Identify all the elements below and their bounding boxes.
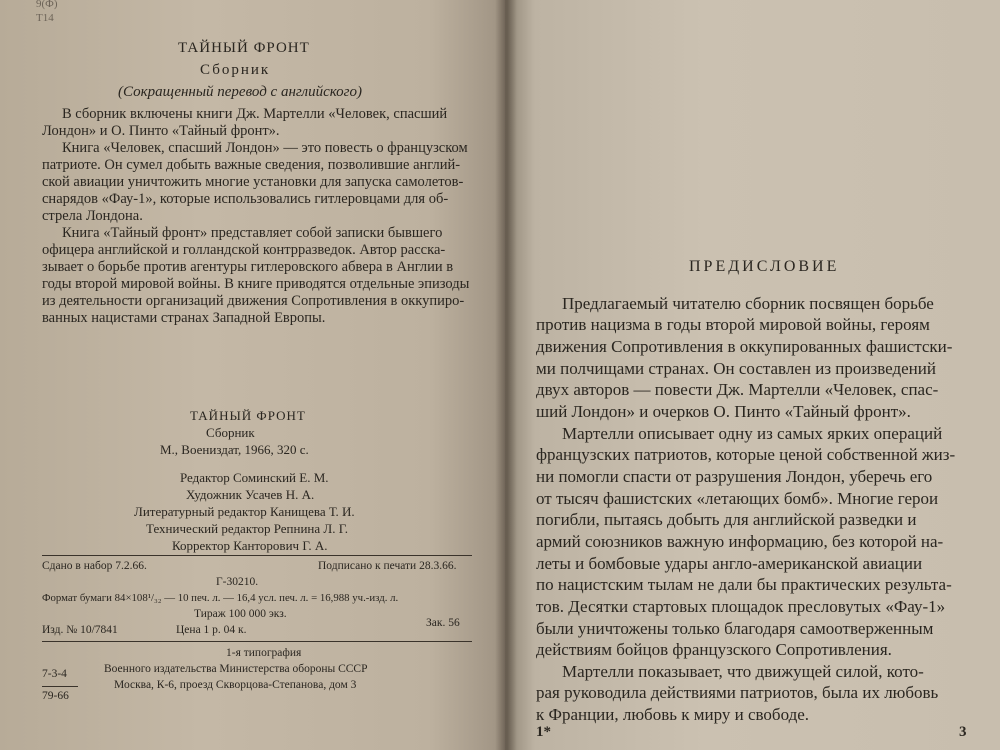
bottom-code-rule — [42, 686, 78, 687]
typography-line: Москва, К-6, проезд Скворцова-Степанова, дом 3 — [114, 679, 357, 691]
preface-line: ший Лондон» и очерков О. Пинто «Тайный фронт». — [536, 402, 911, 421]
preface-line: тов. Десятки стартовых площадок пресловутых «Фау-1» — [536, 597, 946, 616]
order-number: Зак. 56 — [426, 617, 460, 629]
preface-line: Предлагаемый читателю сборник посвящен борьбе — [562, 294, 934, 313]
annotation-line: ванных нацистами странах Западной Европы. — [42, 310, 326, 326]
annotation-line: Книга «Человек, спасший Лондон» — это повесть о французском — [62, 140, 468, 156]
annotation-line: снарядов «Фау-1», которые использовались гитлеровцами для об- — [42, 191, 449, 207]
imprint-subtitle: Сборник — [206, 425, 255, 440]
preface-line: по нацистским тылам не дали бы практических результа- — [536, 575, 952, 594]
typography-line: 1-я типография — [226, 647, 302, 659]
preface-line: леты и бомбовые удары англо-американской авиации — [536, 554, 923, 573]
print-run: Тираж 100 000 экз. — [194, 608, 287, 620]
preface-line: Мартелли показывает, что движущей силой, кото- — [562, 662, 924, 681]
credit-line: Технический редактор Репнина Л. Г. — [146, 521, 349, 536]
page-number: 3 — [959, 724, 967, 740]
imprint-code: Г-30210. — [216, 576, 259, 588]
corner-mark-bottom: Т14 — [36, 12, 54, 24]
preface-line: к Франции, любовь к миру и свободе. — [536, 705, 810, 724]
bottom-code: 7-3-4 — [42, 668, 67, 680]
preface-line: двух авторов — повести Дж. Мартелли «Человек, спас- — [536, 380, 939, 399]
credit-line: Корректор Канторович Г. А. — [172, 538, 328, 553]
sent-to-set: Сдано в набор 7.2.66. — [42, 560, 147, 572]
annotation-line: Книга «Тайный фронт» представляет собой записки бывшего — [62, 225, 443, 241]
preface-line: от тысяч фашистских «летающих бомб». Многие герои — [536, 489, 939, 508]
izd-number: Изд. № 10/7841 — [42, 624, 118, 636]
annotation-line: Лондон» и О. Пинто «Тайный фронт». — [42, 123, 280, 139]
annotation-line: офицера английской и голландской контрразведок. Автор расска- — [42, 242, 446, 258]
translation-note: (Сокращенный перевод с английского) — [118, 84, 363, 100]
preface-line: армий союзников важную информацию, без которой на- — [536, 532, 944, 551]
signature-mark: 1* — [536, 724, 551, 740]
paper-format: Формат бумаги 84×108¹/₃₂ — 10 печ. л. — 16,4 усл. печ. л. = 16,988 уч.-изд. л. — [42, 592, 399, 604]
book-subtitle: Сборник — [200, 62, 271, 78]
annotation-line: зывает о борьбе против агентуры гитлеровского абвера в Англии в — [42, 259, 454, 275]
annotation-line: патриоте. Он сумел добыть важные сведения, позволившие англий- — [42, 157, 461, 173]
signed-to-print: Подписано к печати 28.3.66. — [318, 560, 457, 572]
preface-line: ни помогли спасти от разрушения Лондон, уберечь его — [536, 467, 933, 486]
credit-line: Художник Усачев Н. А. — [186, 487, 315, 502]
imprint-rule-bottom — [42, 641, 472, 642]
preface-line: рая руководила действиями патриотов, была их любовь — [536, 683, 939, 702]
credit-line: Литературный редактор Канищева Т. И. — [134, 504, 355, 519]
annotation-line: В сборник включены книги Дж. Мартелли «Человек, спасший — [62, 106, 448, 122]
preface-line: Мартелли описывает одну из самых ярких операций — [562, 424, 943, 443]
annotation-line: годы второй мировой войны. В книге приводятся отдельные эпизоды — [42, 276, 470, 292]
bottom-code: 79-66 — [42, 690, 69, 702]
annotation-line: ской авиации уничтожить многие установки для запуска самолетов- — [42, 174, 464, 190]
right-page — [505, 0, 1000, 750]
preface-line: погибли, пытаясь добыть для английской разведки и — [536, 510, 917, 529]
imprint-title: ТАЙНЫЙ ФРОНТ — [190, 408, 306, 423]
preface-line: действиям бойцов французского Сопротивления. — [536, 640, 892, 659]
preface-line: были уничтожены только благодаря самоотверженным — [536, 619, 934, 638]
book-gutter — [495, 0, 517, 750]
imprint-rule-top — [42, 555, 472, 556]
annotation-line: стрела Лондона. — [42, 208, 143, 224]
credit-line: Редактор Соминский Е. М. — [180, 470, 329, 485]
preface-line: движения Сопротивления в оккупированных фашистски- — [536, 337, 953, 356]
annotation-line: из деятельности организаций движения Сопротивления в оккупиро- — [42, 293, 465, 309]
corner-mark-top: 9(Ф) — [36, 0, 58, 10]
preface-line: французских патриотов, которые ценой собственной жиз- — [536, 445, 956, 464]
price: Цена 1 р. 04 к. — [176, 624, 247, 636]
imprint-publisher: М., Воениздат, 1966, 320 с. — [160, 442, 309, 457]
preface-heading: ПРЕДИСЛОВИЕ — [689, 258, 840, 275]
book-title: ТАЙНЫЙ ФРОНТ — [178, 40, 310, 56]
preface-line: против нацизма в годы второй мировой войны, героям — [536, 315, 930, 334]
preface-line: ми полчищами странах. Он составлен из произведений — [536, 359, 936, 378]
typography-line: Военного издательства Министерства обороны СССР — [104, 663, 368, 675]
